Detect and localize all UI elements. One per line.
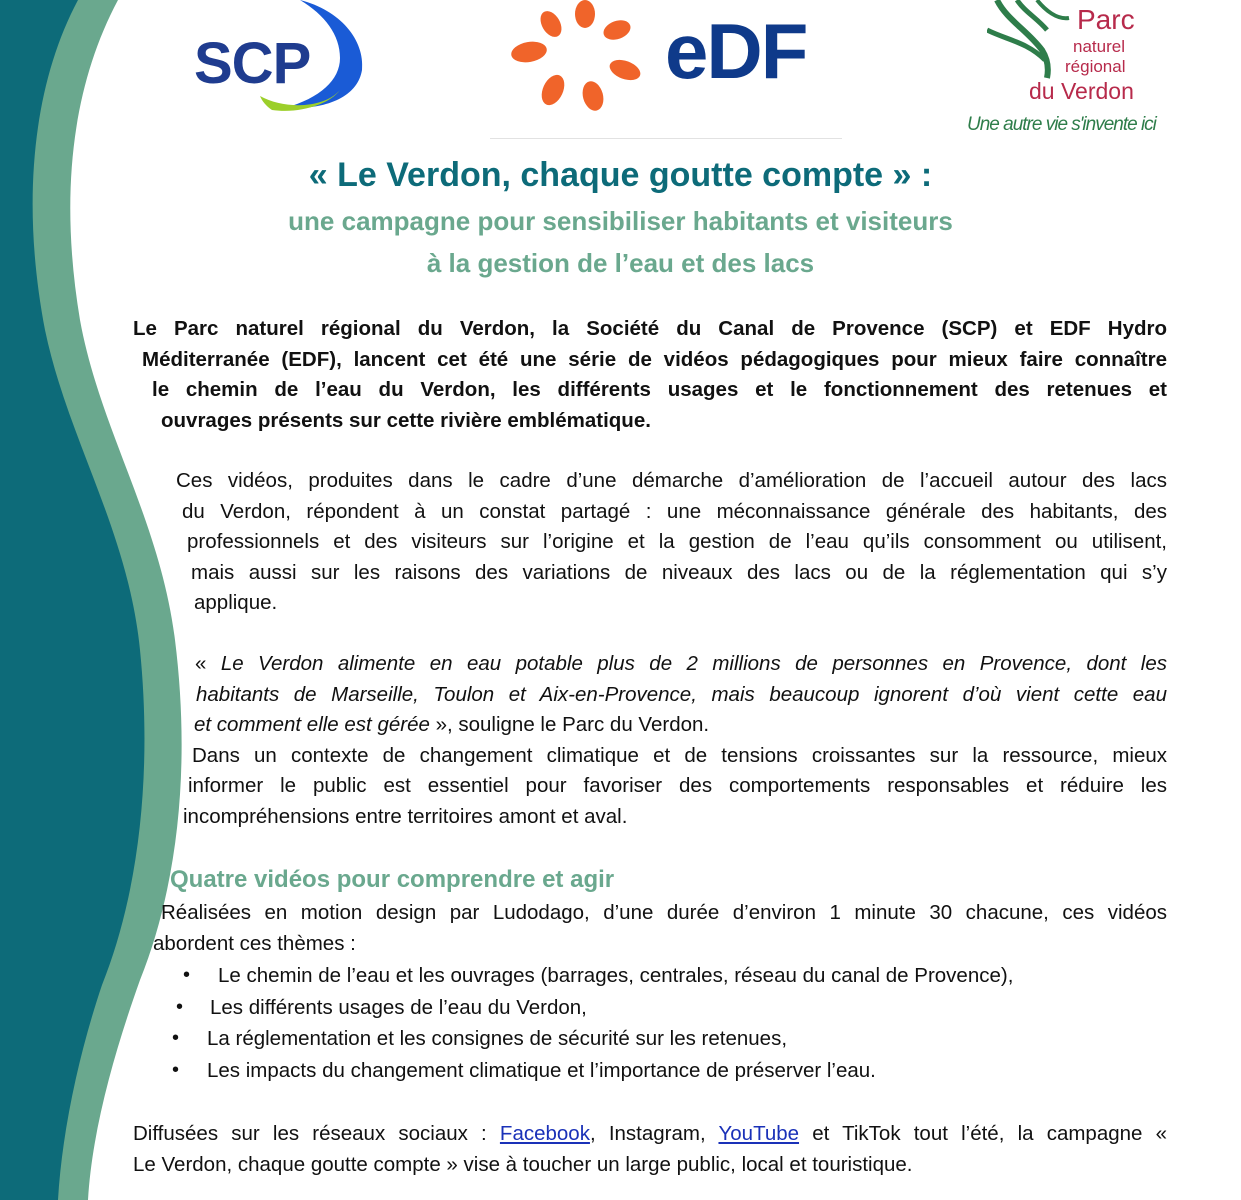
intro-line: Méditerranée (EDF), lancent cet été une série de vidéos pédagogiques pour mieux faire connaître	[142, 347, 1167, 371]
quote-line: habitants de Marseille, Toulon et Aix-en-Provence, mais beaucoup ignorent d’où vient cette eau	[196, 682, 1167, 706]
section-line: abordent ces thèmes :	[153, 931, 356, 955]
parc-logo-line-1: Parc	[1077, 4, 1135, 35]
header-divider	[490, 138, 842, 139]
context-line: du Verdon, répondent à un constat partagé : une méconnaissance générale des habitants, des	[182, 499, 1167, 523]
context-line: Ces vidéos, produites dans le cadre d’une démarche d’amélioration de l’accueil autour des lacs	[176, 469, 1167, 492]
parc-logo-line-4: du Verdon	[1029, 78, 1134, 104]
list-item	[0, 1055, 1013, 1087]
climate-line: Dans un contexte de changement climatique et de tensions croissantes sur la ressource, mieux	[192, 743, 1167, 767]
list-item-text: Les impacts du changement climatique et l’importance de préserver l’eau.	[207, 1058, 876, 1082]
intro-line: Le Parc naturel régional du Verdon, la Société du Canal de Provence (SCP) et EDF Hydro	[133, 317, 1167, 340]
list-item	[0, 1023, 1013, 1055]
page-title: « Le Verdon, chaque goutte compte » :	[308, 156, 933, 194]
context-line: professionnels et des visiteurs sur l’origine et la gestion de l’eau qu’ils consomment ou utilisent,	[187, 530, 1167, 553]
intro-line: le chemin de l’eau du Verdon, les différents usages et le fonctionnement des retenues et	[152, 378, 1167, 401]
list-item	[0, 992, 1013, 1024]
quote-line	[195, 649, 1167, 680]
quote-text: Le Verdon alimente en eau potable plus de 2 millions de personnes en Provence, dont les	[220, 652, 1167, 675]
closing-line	[133, 1119, 1167, 1150]
themes-list	[0, 960, 1013, 1086]
section-paragraph	[0, 898, 1167, 959]
quote-paragraph	[0, 649, 1167, 832]
list-item-text: Les différents usages de l’eau du Verdon,	[210, 995, 587, 1019]
subtitle-line-1: une campagne pour sensibiliser habitants et visiteurs	[288, 206, 953, 236]
closing-line: Le Verdon, chaque goutte compte » vise à toucher un large public, local et touristique.	[133, 1152, 913, 1176]
bullet-icon: •	[176, 995, 184, 1018]
facebook-link[interactable]: Facebook	[499, 1122, 590, 1145]
closing-suffix: et TikTok tout l’été, la campagne «	[799, 1122, 1167, 1145]
quote-text: et comment elle est gérée	[194, 713, 430, 736]
edf-logo-text: eDF	[665, 7, 807, 95]
edf-logo	[505, 0, 835, 112]
parc-logo-tagline: Une autre vie s'invente ici	[967, 114, 1156, 135]
youtube-link[interactable]: YouTube	[718, 1122, 800, 1145]
context-paragraph	[0, 466, 1167, 619]
climate-line: informer le public est essentiel pour favoriser des comportements responsables et réduire les	[188, 774, 1167, 797]
bullet-icon: •	[172, 1058, 180, 1081]
parc-logo-line-2: naturel	[1073, 37, 1125, 56]
section-line: Réalisées en motion design par Ludodago, d’une durée d’environ 1 minute 30 chacune, ces vidéos	[161, 901, 1167, 924]
scp-logo-text: SCP	[194, 31, 311, 96]
closing-paragraph	[0, 1119, 1167, 1180]
list-item-text: La réglementation et les consignes de sécurité sur les retenues,	[207, 1027, 788, 1050]
context-line: mais aussi sur les raisons des variations de niveaux des lacs ou de la réglementation qui s’y	[191, 560, 1167, 584]
list-item	[0, 960, 1013, 992]
context-line: applique.	[194, 591, 278, 614]
edf-flower-icon	[505, 0, 665, 112]
closing-sep: , Instagram,	[589, 1122, 719, 1145]
quote-open-mark: «	[195, 652, 221, 675]
bullet-icon: •	[172, 1027, 180, 1049]
parc-verdon-logo	[965, 0, 1156, 140]
quote-line	[194, 710, 1167, 741]
section-heading: Quatre vidéos pour comprendre et agir	[170, 866, 615, 893]
bullet-icon: •	[183, 964, 191, 986]
subtitle-line-2: à la gestion de l’eau et des lacs	[426, 248, 815, 278]
scp-logo	[190, 0, 370, 115]
quote-attribution: », souligne le Parc du Verdon.	[429, 713, 710, 736]
intro-line: ouvrages présents sur cette rivière emblématique.	[161, 408, 651, 432]
climate-line: incompréhensions entre territoires amont et aval.	[183, 804, 628, 828]
parc-logo-line-3: régional	[1065, 57, 1126, 76]
closing-prefix: Diffusées sur les réseaux sociaux :	[133, 1122, 500, 1145]
list-item-text: Le chemin de l’eau et les ouvrages (barrages, centrales, réseau du canal de Provence),	[218, 964, 1014, 987]
intro-paragraph	[0, 314, 1167, 436]
